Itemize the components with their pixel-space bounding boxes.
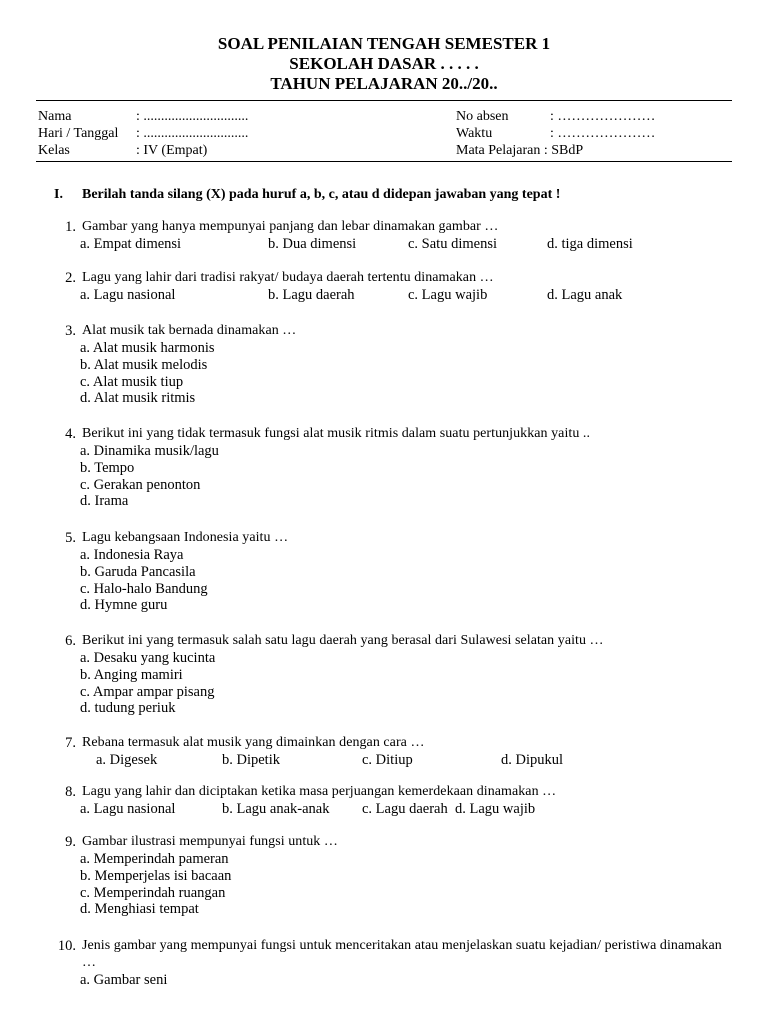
no-absen-field[interactable]: : ………………… (550, 109, 656, 124)
option-b[interactable]: b. Memperjelas isi bacaan (80, 867, 232, 884)
option-list (80, 547, 740, 614)
academic-year: TAHUN PELAJARAN 20../20.. (270, 74, 498, 93)
option-c[interactable]: c. Gerakan penonton (80, 476, 201, 493)
option-a[interactable]: a. Indonesia Raya (80, 547, 184, 563)
waktu-label: Waktu (456, 126, 493, 141)
option-a[interactable]: a. Lagu nasional (80, 287, 176, 303)
option-d[interactable]: d. Lagu anak (547, 287, 623, 303)
question-number: 5. (65, 530, 76, 546)
question-text: Lagu yang lahir dan diciptakan ketika masa perjuangan kemerdekaan dinamakan … (82, 784, 557, 799)
option-b[interactable]: b. Dipetik (222, 752, 280, 768)
option-d[interactable]: d. Hymne guru (80, 597, 168, 614)
section-instruction: Berilah tanda silang (X) pada huruf a, b, c, atau d didepan jawaban yang tepat ! (82, 187, 561, 202)
option-list (80, 340, 740, 407)
option-d[interactable]: d. Dipukul (501, 752, 564, 768)
question-number: 7. (65, 735, 76, 751)
question-text: Lagu yang lahir dari tradisi rakyat/ budaya daerah tertentu dinamakan … (82, 270, 494, 285)
option-c[interactable]: c. Satu dimensi (408, 236, 498, 252)
mata-pelajaran: Mata Pelajaran : SBdP (456, 143, 584, 158)
question-number: 2. (65, 270, 76, 286)
nama-label: Nama (38, 109, 72, 124)
option-b[interactable]: b. Garuda Pancasila (80, 563, 196, 580)
option-b[interactable]: b. Alat musik melodis (80, 356, 208, 373)
option-list (80, 650, 740, 717)
option-a[interactable]: a. Desaku yang kucinta (80, 650, 216, 666)
option-c[interactable]: c. Memperindah ruangan (80, 884, 226, 901)
question-text: Rebana termasuk alat musik yang dimainkan dengan cara … (82, 735, 425, 750)
option-c[interactable]: c. Ditiup (362, 752, 413, 768)
option-b[interactable]: b. Lagu anak-anak (222, 801, 330, 817)
school-name: SEKOLAH DASAR . . . . . (289, 54, 479, 73)
question-text: Jenis gambar yang mempunyai fungsi untuk menceritakan atau menjelaskan suatu kejadian/ peristiwa dinamakan … (82, 938, 722, 970)
option-d[interactable]: d. tiga dimensi (547, 236, 633, 252)
option-list (80, 972, 740, 989)
option-d[interactable]: d. tudung periuk (80, 700, 176, 717)
option-a[interactable]: a. Lagu nasional (80, 801, 176, 817)
question-text: Alat musik tak bernada dinamakan … (82, 323, 297, 338)
header-divider-top (36, 100, 732, 101)
question-text: Lagu kebangsaan Indonesia yaitu … (82, 530, 289, 545)
question-number: 3. (65, 323, 76, 339)
option-c[interactable]: c. Ampar ampar pisang (80, 683, 215, 700)
hari-tanggal-field[interactable]: : .............................. (136, 126, 249, 141)
question-text: Gambar ilustrasi mempunyai fungsi untuk … (82, 834, 338, 849)
option-d[interactable]: d. Irama (80, 493, 129, 510)
no-absen-label: No absen (456, 109, 509, 124)
option-b[interactable]: b. Anging mamiri (80, 666, 183, 683)
question-number: 9. (65, 834, 76, 850)
option-list (80, 443, 740, 510)
header-divider-bottom (36, 161, 732, 162)
option-a[interactable]: a. Empat dimensi (80, 236, 182, 252)
option-a[interactable]: a. Alat musik harmonis (80, 340, 215, 356)
option-c[interactable]: c. Lagu daerah (362, 801, 448, 817)
question-number: 10. (57, 938, 76, 954)
question-number: 1. (65, 219, 76, 235)
option-b[interactable]: b. Tempo (80, 459, 135, 476)
option-a[interactable]: a. Gambar seni (80, 972, 168, 988)
option-c[interactable]: c. Alat musik tiup (80, 373, 184, 390)
hari-tanggal-label: Hari / Tanggal (38, 126, 119, 141)
kelas-value: : IV (Empat) (136, 143, 208, 158)
nama-field[interactable]: : .............................. (136, 109, 249, 124)
option-c[interactable]: c. Lagu wajib (408, 287, 488, 303)
question-number: 6. (65, 633, 76, 649)
option-a[interactable]: a. Digesek (96, 752, 158, 768)
option-a[interactable]: a. Dinamika musik/lagu (80, 443, 219, 459)
option-d[interactable]: d. Lagu wajib (455, 801, 536, 817)
option-d[interactable]: d. Alat musik ritmis (80, 390, 196, 407)
question-text: Gambar yang hanya mempunyai panjang dan lebar dinamakan gambar … (82, 219, 499, 234)
option-d[interactable]: d. Menghiasi tempat (80, 901, 199, 918)
kelas-label: Kelas (38, 143, 70, 158)
exam-title: SOAL PENILAIAN TENGAH SEMESTER 1 (217, 34, 551, 53)
question-text: Berikut ini yang termasuk salah satu lagu daerah yang berasal dari Sulawesi selatan yaitu … (82, 633, 604, 648)
section-number: I. (54, 187, 63, 202)
option-c[interactable]: c. Halo-halo Bandung (80, 580, 208, 597)
question-text: Berikut ini yang tidak termasuk fungsi alat musik ritmis dalam suatu pertunjukkan yaitu .. (82, 426, 591, 441)
option-a[interactable]: a. Memperindah pameran (80, 851, 229, 867)
question-number: 4. (65, 426, 76, 442)
question-number: 8. (65, 784, 76, 800)
option-b[interactable]: b. Lagu daerah (268, 287, 355, 303)
option-b[interactable]: b. Dua dimensi (268, 236, 357, 252)
option-list (80, 851, 740, 918)
waktu-field[interactable]: : ………………… (550, 126, 656, 141)
